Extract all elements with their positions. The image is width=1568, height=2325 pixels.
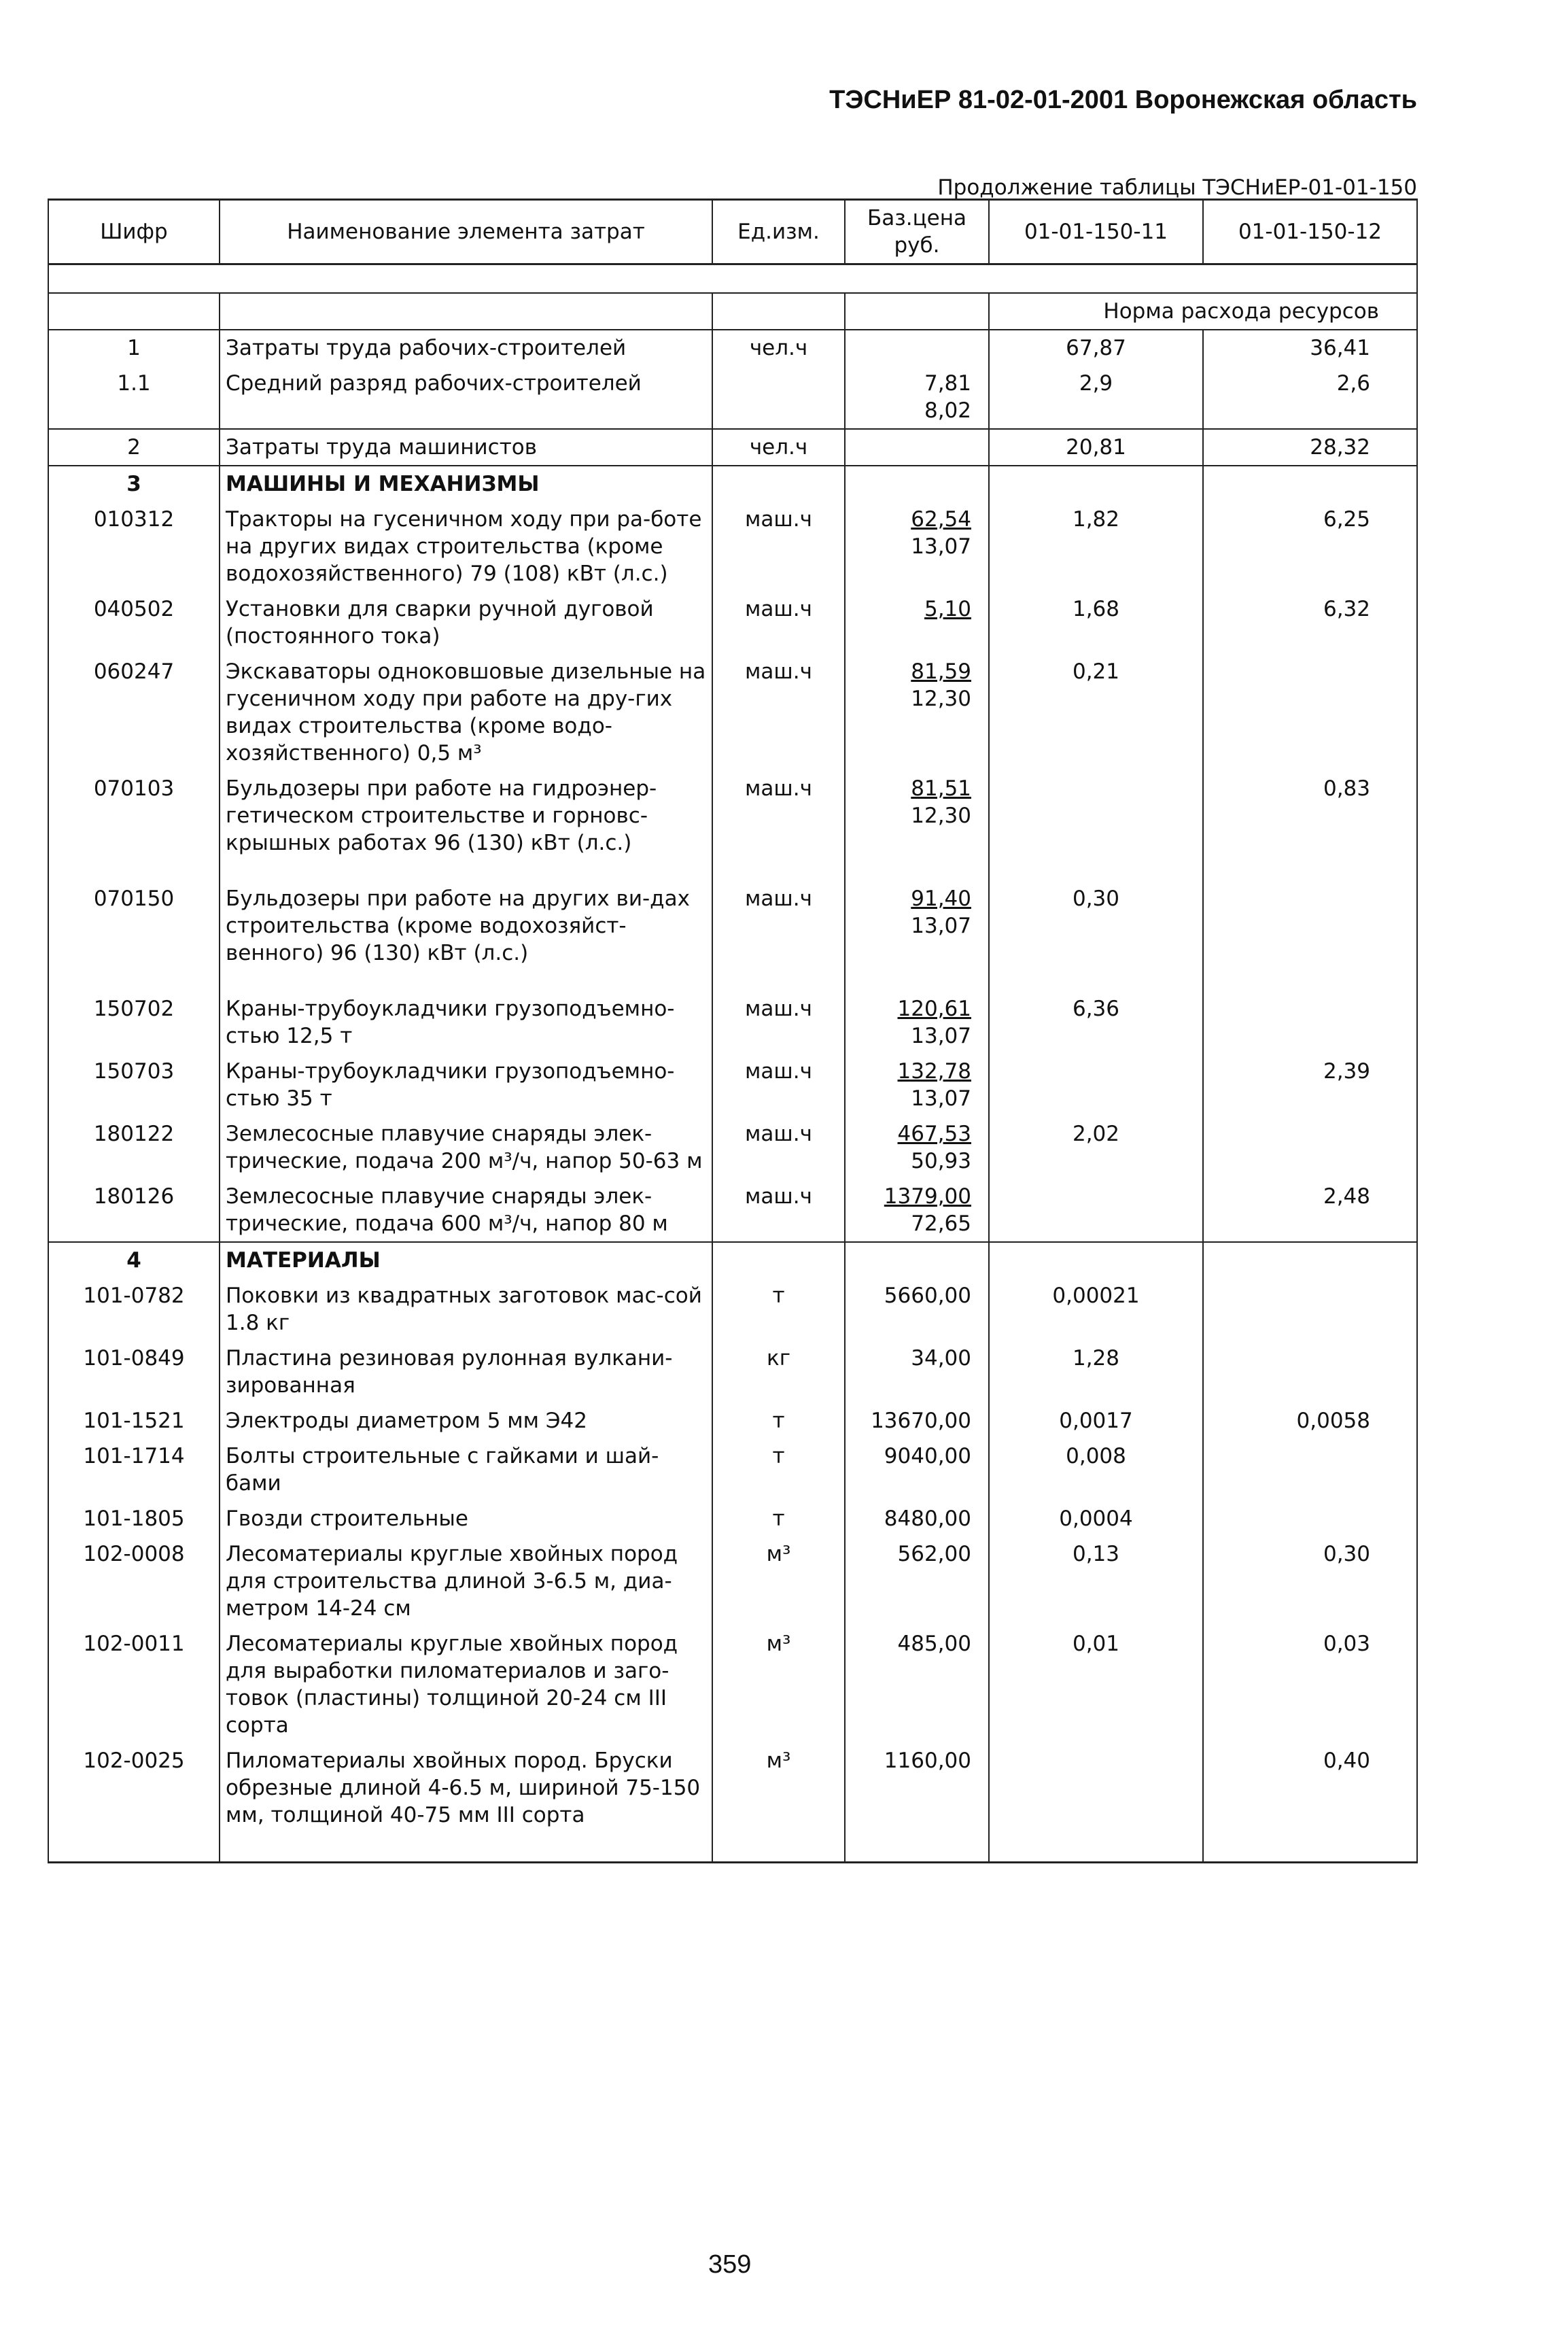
norm-value-2: [1203, 881, 1417, 991]
row-name: Поковки из квадратных заготовок мас-сой 1.8 кг: [220, 1278, 712, 1341]
norm-value-2: [1203, 991, 1417, 1054]
price-value: 81,59: [911, 659, 971, 684]
price-cell: 13670,00: [845, 1403, 989, 1439]
price-secondary: 13,07: [911, 1024, 971, 1048]
row-name: Средний разряд рабочих-строителей: [220, 366, 712, 429]
header-col1: 01-01-150-11: [989, 200, 1203, 264]
header-code: Шифр: [48, 200, 220, 264]
empty-cell: [1203, 1833, 1417, 1863]
price-cell: [845, 591, 989, 654]
norm-value-1: [989, 771, 1203, 881]
price-cell: [845, 429, 989, 466]
norm-value-2: 2,6: [1203, 366, 1417, 429]
price-value: 62,54: [911, 507, 971, 532]
table-row: [48, 1626, 1417, 1743]
row-name: Установки для сварки ручной дуговой (постоянного тока): [220, 591, 712, 654]
norm-value-2: [1203, 1439, 1417, 1501]
table-row: [48, 991, 1417, 1054]
row-unit: маш.ч: [712, 771, 845, 881]
row-unit: чел.ч: [712, 330, 845, 366]
price-secondary: 13,07: [911, 914, 971, 938]
section-code: 3: [48, 466, 220, 502]
row-name: Электроды диаметром 5 мм Э42: [220, 1403, 712, 1439]
table-row: [48, 429, 1417, 466]
price-cell: 5660,00: [845, 1278, 989, 1341]
row-unit: т: [712, 1501, 845, 1536]
row-unit: т: [712, 1439, 845, 1501]
norm-value-1: 0,30: [989, 881, 1203, 991]
row-code: 2: [48, 429, 220, 466]
price-cell: [845, 1054, 989, 1116]
price-value: 1379,00: [884, 1184, 971, 1209]
norm-value-1: [989, 1054, 1203, 1116]
row-name: Затраты труда машинистов: [220, 429, 712, 466]
row-unit: м³: [712, 1626, 845, 1743]
table-bottom-row: [48, 1833, 1417, 1863]
row-name: Бульдозеры при работе на гидроэнер-гетическом строительстве и горновс-крышных работах 96 (130) кВт (л.с.): [220, 771, 712, 881]
row-code: 102-0011: [48, 1626, 220, 1743]
row-name: Пластина резиновая рулонная вулкани-зированная: [220, 1341, 712, 1403]
row-code: 101-1714: [48, 1439, 220, 1501]
row-code: 1.1: [48, 366, 220, 429]
page-number: 359: [708, 2250, 752, 2279]
norm-value-1: 6,36: [989, 991, 1203, 1054]
empty-cell: [1203, 1242, 1417, 1278]
price-secondary: 12,30: [911, 687, 971, 711]
section-row: [48, 466, 1417, 502]
norm-value-1: 1,28: [989, 1341, 1203, 1403]
price-cell: [845, 1116, 989, 1179]
price-cell: [845, 502, 989, 591]
price-cell: 1160,00: [845, 1743, 989, 1833]
row-unit: м³: [712, 1743, 845, 1833]
header-name: Наименование элемента затрат: [220, 200, 712, 264]
norm-value-2: 6,32: [1203, 591, 1417, 654]
row-name: Болты строительные с гайками и шай-бами: [220, 1439, 712, 1501]
empty-cell: [712, 466, 845, 502]
table-row: [48, 366, 1417, 429]
price-value: 7,81: [924, 371, 971, 396]
row-name: Тракторы на гусеничном ходу при ра-боте на других видах строительства (кроме водохозяйственного) 79 (108) кВт (л.с.): [220, 502, 712, 591]
price-cell: [845, 330, 989, 366]
price-cell: [845, 1179, 989, 1242]
table-row: [48, 1439, 1417, 1501]
price-value: 120,61: [897, 997, 971, 1021]
empty-cell: [845, 1833, 989, 1863]
row-name: Краны-трубоукладчики грузоподъемно-стью 35 т: [220, 1054, 712, 1116]
norm-value-2: 28,32: [1203, 429, 1417, 466]
row-code: 180126: [48, 1179, 220, 1242]
row-code: 102-0025: [48, 1743, 220, 1833]
table-row: [48, 881, 1417, 991]
row-name: Бульдозеры при работе на других ви-дах строительства (кроме водохозяйст-венного) 96 (130) кВт (л.с.): [220, 881, 712, 991]
price-secondary: 13,07: [911, 534, 971, 559]
price-secondary: 8,02: [924, 398, 971, 423]
table-row: [48, 1054, 1417, 1116]
norm-value-2: [1203, 1116, 1417, 1179]
section-title: МАТЕРИАЛЫ: [220, 1242, 712, 1278]
empty-cell: [712, 1242, 845, 1278]
section-row: [48, 1242, 1417, 1278]
header-col2: 01-01-150-12: [1203, 200, 1417, 264]
table-row: [48, 1278, 1417, 1341]
norm-value-2: [1203, 1501, 1417, 1536]
row-code: 150702: [48, 991, 220, 1054]
resource-table: [48, 199, 1418, 1863]
row-code: 150703: [48, 1054, 220, 1116]
norm-row: [48, 293, 1417, 330]
row-unit: маш.ч: [712, 502, 845, 591]
table-row: [48, 330, 1417, 366]
row-unit: [712, 366, 845, 429]
norm-value-1: 0,13: [989, 1536, 1203, 1626]
row-unit: чел.ч: [712, 429, 845, 466]
row-code: 101-1805: [48, 1501, 220, 1536]
price-cell: [845, 366, 989, 429]
spacer-row: [48, 264, 1417, 294]
price-cell: [845, 881, 989, 991]
row-code: 101-0849: [48, 1341, 220, 1403]
price-cell: [845, 654, 989, 771]
price-cell: 8480,00: [845, 1501, 989, 1536]
row-name: Гвозди строительные: [220, 1501, 712, 1536]
row-unit: маш.ч: [712, 654, 845, 771]
table-header-row: [48, 200, 1417, 264]
section-code: 4: [48, 1242, 220, 1278]
table-row: [48, 1179, 1417, 1242]
norm-value-1: [989, 1179, 1203, 1242]
norm-value-1: 0,00021: [989, 1278, 1203, 1341]
table-row: [48, 502, 1417, 591]
norm-value-2: 6,25: [1203, 502, 1417, 591]
norm-value-1: [989, 1743, 1203, 1833]
row-code: 040502: [48, 591, 220, 654]
row-unit: маш.ч: [712, 881, 845, 991]
row-code: 101-0782: [48, 1278, 220, 1341]
price-cell: 9040,00: [845, 1439, 989, 1501]
norm-value-2: [1203, 1341, 1417, 1403]
price-value: 81,51: [911, 776, 971, 801]
norm-value-1: 67,87: [989, 330, 1203, 366]
table-row: [48, 1501, 1417, 1536]
norm-value-1: 0,0017: [989, 1403, 1203, 1439]
norm-value-2: 0,40: [1203, 1743, 1417, 1833]
price-cell: [845, 771, 989, 881]
price-secondary: 12,30: [911, 804, 971, 828]
empty-cell: [845, 1242, 989, 1278]
price-secondary: 13,07: [911, 1086, 971, 1111]
row-name: Лесоматериалы круглые хвойных пород для выработки пиломатериалов и заго-товок (пластины) толщиной 20-24 см III сорта: [220, 1626, 712, 1743]
row-name: Краны-трубоукладчики грузоподъемно-стью 12,5 т: [220, 991, 712, 1054]
header-price: Баз.цена руб.: [845, 200, 989, 264]
norm-value-1: 2,02: [989, 1116, 1203, 1179]
norm-value-2: 36,41: [1203, 330, 1417, 366]
table-row: [48, 1743, 1417, 1833]
row-unit: кг: [712, 1341, 845, 1403]
norm-value-1: 1,82: [989, 502, 1203, 591]
norm-value-1: 2,9: [989, 366, 1203, 429]
row-name: Пиломатериалы хвойных пород. Бруски обрезные длиной 4-6.5 м, шириной 75-150 мм, толщиной 40-75 мм III сорта: [220, 1743, 712, 1833]
price-cell: 34,00: [845, 1341, 989, 1403]
row-name: Экскаваторы одноковшовые дизельные на гусеничном ходу при работе на дру-гих видах строительства (кроме водо-хозяйственного) 0,5 м³: [220, 654, 712, 771]
table-row: [48, 591, 1417, 654]
norm-value-2: 0,83: [1203, 771, 1417, 881]
price-value: 5,10: [924, 597, 971, 621]
price-value: 132,78: [897, 1059, 971, 1084]
row-code: 070150: [48, 881, 220, 991]
norm-value-2: [1203, 654, 1417, 771]
table-row: [48, 1341, 1417, 1403]
document-header: ТЭСНиЕР 81-02-01-2001 Воронежская область: [829, 86, 1417, 114]
norm-value-2: 0,30: [1203, 1536, 1417, 1626]
table-row: [48, 1536, 1417, 1626]
norm-value-2: 0,03: [1203, 1626, 1417, 1743]
row-code: 1: [48, 330, 220, 366]
empty-cell: [1203, 466, 1417, 502]
section-title: МАШИНЫ И МЕХАНИЗМЫ: [220, 466, 712, 502]
price-cell: 485,00: [845, 1626, 989, 1743]
row-unit: маш.ч: [712, 591, 845, 654]
row-code: 070103: [48, 771, 220, 881]
table-row: [48, 771, 1417, 881]
empty-cell: [989, 1242, 1203, 1278]
norm-value-1: 0,008: [989, 1439, 1203, 1501]
norm-value-1: 0,01: [989, 1626, 1203, 1743]
norm-value-1: 20,81: [989, 429, 1203, 466]
row-unit: маш.ч: [712, 1054, 845, 1116]
norm-value-2: 2,39: [1203, 1054, 1417, 1116]
empty-cell: [989, 1833, 1203, 1863]
norm-value-2: 2,48: [1203, 1179, 1417, 1242]
price-cell: 562,00: [845, 1536, 989, 1626]
row-unit: маш.ч: [712, 1116, 845, 1179]
row-code: 180122: [48, 1116, 220, 1179]
norm-value-2: [1203, 1278, 1417, 1341]
row-name: Затраты труда рабочих-строителей: [220, 330, 712, 366]
row-unit: т: [712, 1278, 845, 1341]
price-secondary: 50,93: [911, 1149, 971, 1173]
row-name: Землесосные плавучие снаряды элек-трические, подача 200 м³/ч, напор 50-63 м: [220, 1116, 712, 1179]
row-code: 102-0008: [48, 1536, 220, 1626]
table-row: [48, 1403, 1417, 1439]
row-code: 010312: [48, 502, 220, 591]
row-unit: м³: [712, 1536, 845, 1626]
row-unit: маш.ч: [712, 991, 845, 1054]
empty-cell: [220, 1833, 712, 1863]
price-value: 467,53: [897, 1122, 971, 1146]
empty-cell: [845, 466, 989, 502]
row-unit: маш.ч: [712, 1179, 845, 1242]
empty-cell: [712, 1833, 845, 1863]
empty-cell: [48, 1833, 220, 1863]
row-code: 060247: [48, 654, 220, 771]
row-unit: т: [712, 1403, 845, 1439]
table-row: [48, 1116, 1417, 1179]
norm-label: Норма расхода ресурсов: [989, 293, 1417, 330]
row-code: 101-1521: [48, 1403, 220, 1439]
header-unit: Ед.изм.: [712, 200, 845, 264]
norm-value-1: 0,21: [989, 654, 1203, 771]
norm-value-1: 0,0004: [989, 1501, 1203, 1536]
price-value: 91,40: [911, 886, 971, 911]
table-continuation-label: Продолжение таблицы ТЭСНиЕР-01-01-150: [937, 175, 1417, 200]
price-cell: [845, 991, 989, 1054]
row-name: Землесосные плавучие снаряды элек-трические, подача 600 м³/ч, напор 80 м: [220, 1179, 712, 1242]
norm-value-1: 1,68: [989, 591, 1203, 654]
price-secondary: 72,65: [911, 1211, 971, 1236]
table-row: [48, 654, 1417, 771]
norm-value-2: 0,0058: [1203, 1403, 1417, 1439]
empty-cell: [989, 466, 1203, 502]
row-name: Лесоматериалы круглые хвойных пород для строительства длиной 3-6.5 м, диа-метром 14-24 см: [220, 1536, 712, 1626]
